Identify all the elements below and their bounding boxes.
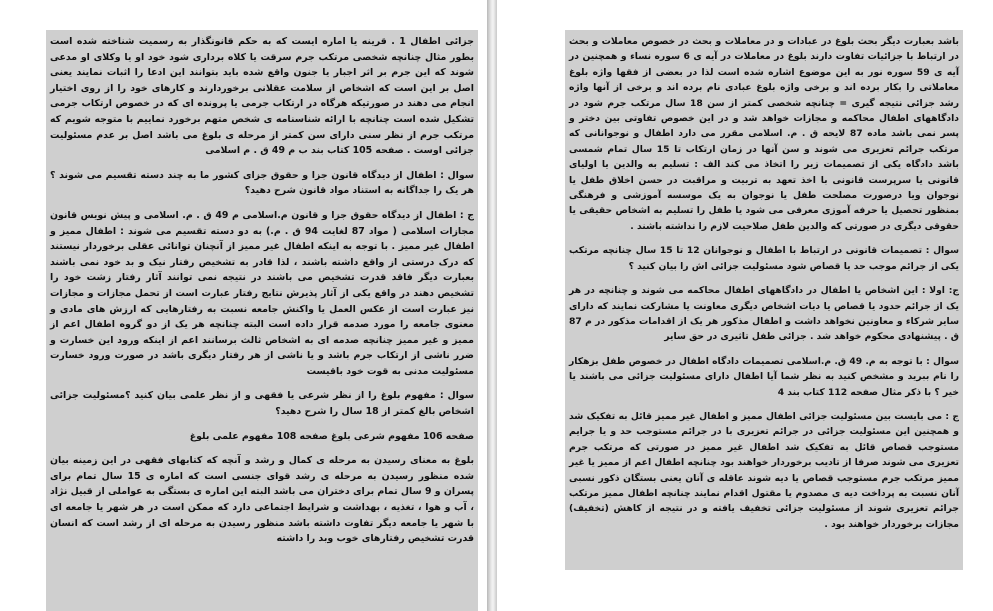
left-page bbox=[0, 0, 487, 611]
right-page bbox=[497, 0, 993, 611]
right-paragraph-5: ج : می بایست بین مسئولیت جزائی اطفال ممیز و اطفال غیر ممیز قائل به تفکیک شد و همچنین این مسئولیت جزائی در جرائم تعزیری با در جرائم مستوجب حد و یا جرایم مستوجب قصاص قائل به تفکیک شد اطفال غیر ممیز در صورتی که مرتکب جرم تعزیری می شوند صرفا از تادیب برخوردار خواهند بود چنانچه اطفال اعم از ممیز یا غیر ممیز مرتکب جرم مستوجب قصاص یا دیه شوند عاقله ی آنان یعنی بستگان ذکور نسبی آنان نسبت به پرداخت دیه ی مصدوم یا مقتول اقدام نمایند چنانچه اطفال ممیز مرتکب جرائم تعزیری شوند از مسئولیت جزائی تخفیف یافته و در نتیجه از کاهش (تخفیف) مجازات برخوردار خواهند بود . bbox=[569, 410, 959, 530]
left-paragraph-3: ج : اطفال از دیدگاه حقوق جزا و قانون م.اسلامی م 49 ق . م. اسلامی و پیش نویس قانون مجازات اسلامی ( مواد 87 لغایت 94 ق . م.) به دو دسته تقسیم می شوند : اطفال ممیز و اطفال غیر ممیز . با توجه به اینکه اطفال غیر ممیز از آنچنان توانائی عقلی برخوردار نیستند که درک درستی از واقع داشته باشند ، لذا قادر به تشخیص رفتار نیک و بد خود نمی باشند بعبارت دیگر فاقد قدرت تشخیص می باشند در نتیجه نمی توانند آثار رفتار زشت خود را تشخیص دهند در واقع یکی از آثار پذیرش نتایج رفتار عبارت است از تحمل مجازات و مجازات نیز عبارت است از عکس العمل یا واکنش جامعه نسبت به رفتارهایی که ارزش های مادی و معنوی جامعه را مورد صدمه قرار داده است البته چنانچه هر یک از دو گروه اطفال اعم از ممیز و غیر ممیز چنانچه صدمه ای به اشخاص ثالث برسانند اعم از اینکه ورود این خسارت و ضرر ناشی از ارتکاب جرم باشد و یا ناشی از هر رفتار دیگری باشد در صورت ورود خسارت مسئولیت مدنی به قوت خود باقیست bbox=[50, 209, 474, 377]
right-paragraph-2: سوال : تصمیمات قانونی در ارتباط با اطفال و نوجوانان 12 تا 15 سال چنانچه مرتکب یکی از جرائم موجب حد یا قصاص شود مسئولیت جزائی اش را بیان کنید ؟ bbox=[569, 245, 959, 272]
left-page-text-block bbox=[46, 30, 478, 611]
left-paragraph-2: سوال : اطفال از دیدگاه قانون جزا و حقوق جزای کشور ما به چند دسته تقسیم می شوند ؟ هر یک را جداگانه به استناد مواد قانون شرح دهید؟ bbox=[50, 169, 474, 197]
left-paragraph-1: جزائی اطفال 1 . قرینه یا اماره ایست که به حکم قانونگذار به رسمیت شناخته شده است بطور مثال چنانچه شخصی مرتکب جرم سرقت یا کلاه برداری شود خود او یا وکلای او مدعی شوند که این جرم بر اثر اجبار یا جنون واقع شده باید بتوانند این ادعا را اثبات نمایند یعنی اصل بر این است که اشخاص از سلامت عقلانی برخوردارند و کارهای خود را از روی اختیار انجام می دهند در صورتیکه هرگاه در ارتکاب جرمی یا پرونده ای که در خصوص ارتکاب جرمی تشکیل شده است چنانچه با ارائه شناسنامه ی شخص متهم برخورد نماییم با متوجه شویم که مرتکب جرم از نظر سنی دارای سن کمتر از مرحله ی بلوغ می باشد اصل بر عدم مسئولیت جزائی اوست . صفحه 105 کتاب بند ب م 49 ق . م اسلامی bbox=[50, 36, 474, 157]
right-paragraph-1: باشد بعبارت دیگر بحث بلوغ در عبادات و در معاملات و بحث در خصوص معاملات و بحث در ارتباط با جزائیات تفاوت دارند بلوغ در معاملات در آیه ی 6 سوره نساء و همچنین در آیه ی 59 سوره نور به این موضوع اشاره شده است لذا در بعضی از فقها واژه بلوغ معاملاتی را بکار برده اند و برخی واژه بلوغ عبادی نام برده اند و برخی از آنها واژه رشد جزائی نتیجه گیری = چنانچه شخصی کمتر از سن 18 سال مرتکب جرم شود در دادگاههای اطفال محاکمه و مجازات خواهد شد و در این خصوص تفاوتی بین دختر و پسر نمی باشد ماده 87 لایحه ق . م. اسلامی مقرر می دارد اطفال و نوجوانانی که مرتکب جرائم تعزیری می شوند و سن آنها در زمان ارتکاب تا 15 سال تمام شمسی باشد دادگاه یکی از تصمیمات زیر را اتخاذ می کند الف : تسلیم به والدین یا اولیای قانونی یا سرپرست قانونی با اخذ تعهد به تربیت و مراقبت در حسن اخلاق طفل یا نوجوان ویا درصورت مصلحت طفل یا نوجوان به یک موسسه آموزشی و فرهنگی بمنظور تحصیل یا حرفه آموزی معرفی می شود یا طفل را تسلیم به اشخاص حقیقی یا حقوقی دیگری در صورتی که والدین طفل صلاحیت لازم را نداشته باشند . bbox=[569, 36, 960, 232]
right-paragraph-4: سوال : با توجه به م. 49 ق. م.اسلامی تصمیمات دادگاه اطفال در خصوص طفل بزهکار را نام ببرید و مشخص کنید به نظر شما آیا اطفال دارای مسئولیت جزائی می باشند یا خیر ؟ با ذکر مثال صفحه 112 کتاب بند 4 bbox=[569, 355, 959, 398]
book-gutter bbox=[487, 0, 497, 611]
left-paragraph-4: سوال : مفهوم بلوغ را از نظر شرعی یا فقهی و از نظر علمی بیان کنید ؟مسئولیت جزائی اشخاص بالغ کمتر از 18 سال را شرح دهید؟ bbox=[50, 390, 474, 418]
left-paragraph-6: بلوغ به معنای رسیدن به مرحله ی کمال و رشد و آنچه که کتابهای فقهی در این زمینه بیان شده منظور رسیدن به مرحله ی رشد قوای جنسی است که اماره ی 15 سال تمام برای پسران و 9 سال تمام برای دختران می باشد البته این اماره ی بستگی به عواملی از قبیل نژاد ، آب و هوا ، تغذیه ، بهداشت و شرایط اجتماعی دارد که ممکن است در هر شهر یا جامعه ای با شهر یا جامعه دیگر تفاوت داشته باشد منظور رسیدن به مرحله ای از رشد است که انسان قدرت تشخیص رفتارهای خوب وبد را داشته bbox=[50, 455, 474, 545]
right-paragraph-3: ج: اولا : این اشخاص یا اطفال در دادگاههای اطفال محاکمه می شوند و چنانچه در هر یک از جرائم حدود یا قصاص یا دیات اشخاص دیگری معاونت یا مشارکت نمایند که دارای سایر شرکاء و معاونین نخواهد داشت و اطفال مذکور هر یک از اقدامات مذکور در م 87 ق . پیشنهادی محکوم خواهد شد . جزائی طفل تاثیری در حق سایر bbox=[569, 285, 959, 343]
left-paragraph-5: صفحه 106 مفهوم شرعی بلوغ صفحه 108 مفهوم علمی بلوغ bbox=[189, 430, 474, 442]
right-page-text-block bbox=[565, 30, 963, 570]
